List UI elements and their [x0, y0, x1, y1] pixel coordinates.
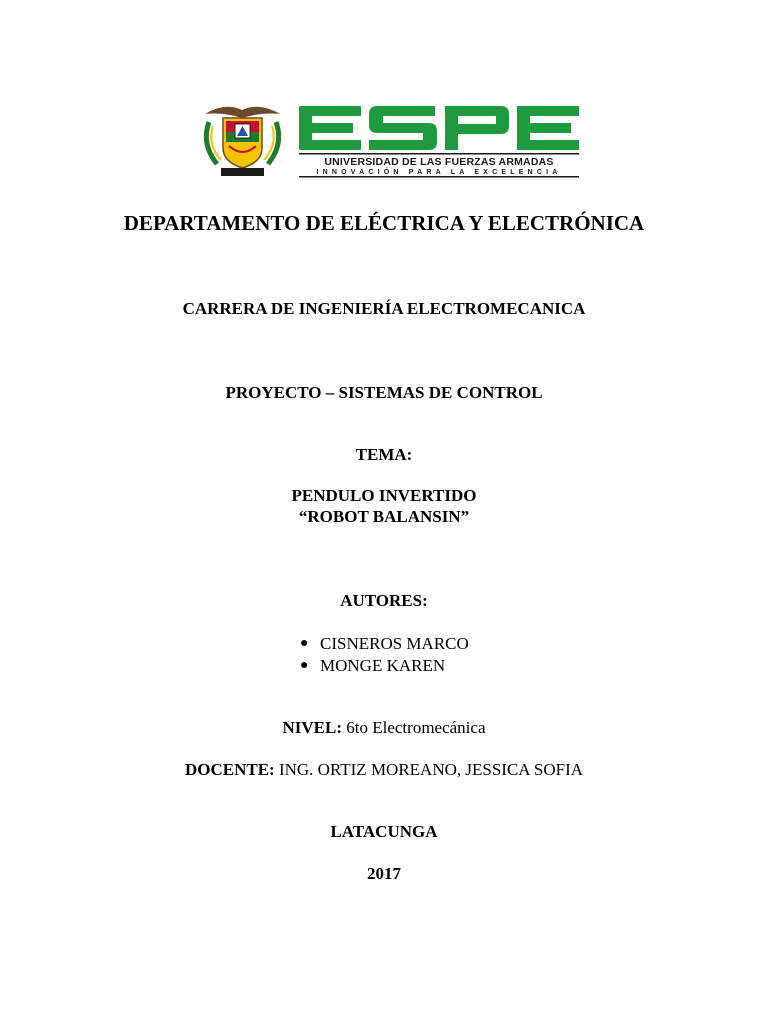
university-logo: [195, 100, 585, 178]
teacher-line: [0, 760, 768, 780]
university-seal-icon: [195, 100, 290, 178]
level-value: 6to Electromecánica: [346, 718, 486, 737]
list-item: [296, 633, 469, 655]
career-title: CARRERA DE INGENIERÍA ELECTROMECANICA: [182, 299, 586, 318]
bullet-icon: ●: [300, 636, 309, 651]
author-name: MONGE KAREN: [320, 656, 446, 675]
topic-label: TEMA:: [355, 445, 413, 464]
teacher-label: DOCENTE:: [184, 760, 275, 779]
topic-line-1: PENDULO INVERTIDO: [291, 486, 477, 505]
project-title: PROYECTO – SISTEMAS DE CONTROL: [225, 383, 543, 402]
bullet-icon: ●: [300, 658, 309, 673]
list-item: [296, 655, 469, 677]
authors-list: [296, 633, 469, 677]
topic-line-2: “ROBOT BALANSIN”: [298, 507, 470, 526]
teacher-value: ING. ORTIZ MOREANO, JESSICA SOFIA: [278, 760, 584, 779]
year: 2017: [367, 864, 401, 883]
university-name: UNIVERSIDAD DE LAS FUERZAS ARMADAS: [324, 156, 554, 168]
level-line: [0, 718, 768, 738]
level-label: NIVEL:: [282, 718, 343, 737]
department-title: DEPARTAMENTO DE ELÉCTRICA Y ELECTRÓNICA: [123, 211, 645, 235]
authors-label: AUTORES:: [340, 591, 428, 610]
city: LATACUNGA: [330, 822, 438, 841]
university-motto: INNOVACIÓN PARA LA EXCELENCIA: [316, 169, 562, 176]
author-name: CISNEROS MARCO: [320, 634, 469, 653]
espe-wordmark: [297, 102, 582, 178]
